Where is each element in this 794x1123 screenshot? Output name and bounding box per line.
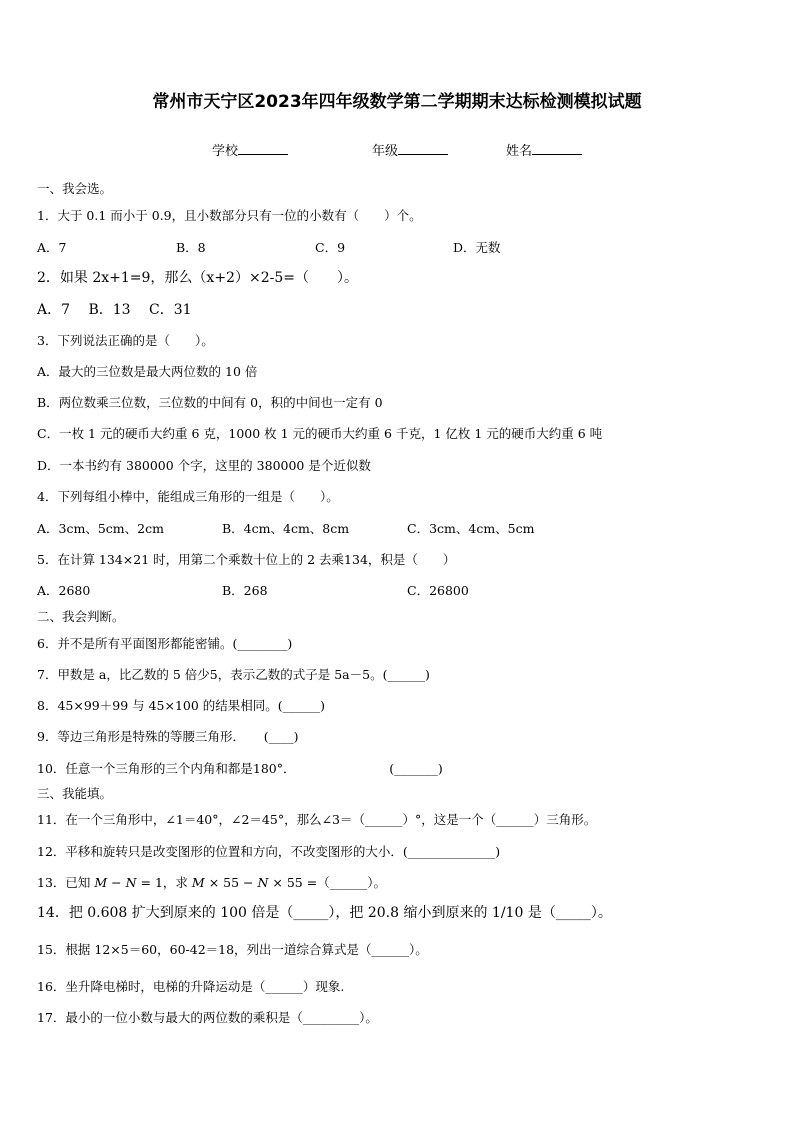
- section-heading: 三、我能填。: [37, 786, 113, 801]
- question-8: 8．45×99＋99 与 45×100 的结果相同。(______): [37, 698, 326, 713]
- question-1: 1．大于 0.1 而小于 0.9，且小数部分只有一位的小数有（ ）个。: [37, 208, 422, 223]
- question-9: 9．等边三角形是特殊的等腰三角形． (____): [37, 729, 299, 744]
- q4-option-c: C．3cm、4cm、5cm: [407, 521, 535, 536]
- q13-mid-2: × 55 −: [204, 875, 258, 890]
- name-label: 姓名: [506, 144, 533, 159]
- q3-option-b: B．两位数乘三位数，三位数的中间有 0，积的中间也一定有 0: [37, 395, 383, 410]
- question-3: 3．下列说法正确的是（ ）。: [37, 333, 214, 348]
- question-15: 15．根据 12×5＝60，60-42＝18，列出一道综合算式是（______）。: [37, 942, 428, 957]
- q2-options: A．7 B．13 C．31: [37, 302, 192, 318]
- grade-field: [372, 140, 448, 159]
- q13-prefix: 13．已知: [37, 875, 95, 890]
- q1-option-d: D．无数: [453, 240, 501, 255]
- q1-option-a: A．7: [37, 240, 67, 255]
- q1-option-c: C．9: [315, 240, 346, 255]
- q5-option-a: A．2680: [37, 583, 91, 598]
- section-heading: 一、我会选。: [37, 181, 113, 196]
- question-11: 11．在一个三角形中，∠1＝40°，∠2＝45°，那么∠3＝（______）°，这是一个（______）三角形。: [37, 812, 597, 827]
- name-field: [506, 140, 582, 159]
- grade-label: 年级: [372, 144, 399, 159]
- question-5: 5．在计算 134×21 时，用第二个乘数十位上的 2 去乘134，积是（ ）: [37, 552, 456, 567]
- q1-option-b: B．8: [176, 240, 206, 255]
- question-17: 17．最小的一位小数与最大的两位数的乘积是（_________）。: [37, 1010, 378, 1025]
- name-blank: [532, 142, 582, 155]
- school-blank: [238, 142, 288, 155]
- q4-option-a: A．3cm、5cm、2cm: [37, 521, 164, 536]
- question-7: 7．甲数是 a，比乙数的 5 倍少5，表示乙数的式子是 5a－5。(______): [37, 667, 430, 682]
- q3-option-c: C．一枚 1 元的硬币大约重 6 克，1000 枚 1 元的硬币大约重 6 千克，1 亿枚 1 元的硬币大约重 6 吨: [37, 426, 603, 441]
- q13-math-3: N: [257, 875, 269, 890]
- question-13: [37, 875, 386, 891]
- question-2: 2．如果 2x+1=9，那么（x+2）×2-5=（ ）。: [37, 270, 358, 286]
- page-title: 常州市天宁区2023年四年级数学第二学期期末达标检测模拟试题: [152, 92, 642, 112]
- question-4: 4．下列每组小棒中，能组成三角形的一组是（ ）。: [37, 489, 339, 504]
- q3-option-a: A．最大的三位数是最大两位数的 10 倍: [37, 364, 258, 379]
- q13-math-1: M − N: [94, 875, 137, 890]
- school-field: [212, 140, 288, 159]
- section-heading: 二、我会判断。: [37, 609, 125, 624]
- q13-mid: = 1，求: [136, 875, 192, 890]
- question-6: 6．并不是所有平面图形都能密铺。(________): [37, 636, 293, 651]
- q13-suffix: × 55 =（______）。: [268, 875, 386, 890]
- q5-option-c: C．26800: [407, 583, 469, 598]
- school-label: 学校: [212, 144, 239, 159]
- grade-blank: [398, 142, 448, 155]
- question-16: 16．坐升降电梯时，电梯的升降运动是（______）现象.: [37, 979, 345, 994]
- q13-math-2: M: [191, 875, 205, 890]
- q4-option-b: B．4cm、4cm、8cm: [222, 521, 350, 536]
- question-14: 14．把 0.608 扩大到原来的 100 倍是（_____），把 20.8 缩小到原来的 1/10 是（_____）。: [37, 905, 612, 921]
- q3-option-d: D．一本书约有 380000 个字，这里的 380000 是个近似数: [37, 458, 371, 473]
- q5-option-b: B．268: [222, 583, 268, 598]
- question-10: 10．任意一个三角形的三个内角和都是180°． (_______): [37, 761, 443, 776]
- question-12: 12．平移和旋转只是改变图形的位置和方向，不改变图形的大小．(______________): [37, 844, 501, 859]
